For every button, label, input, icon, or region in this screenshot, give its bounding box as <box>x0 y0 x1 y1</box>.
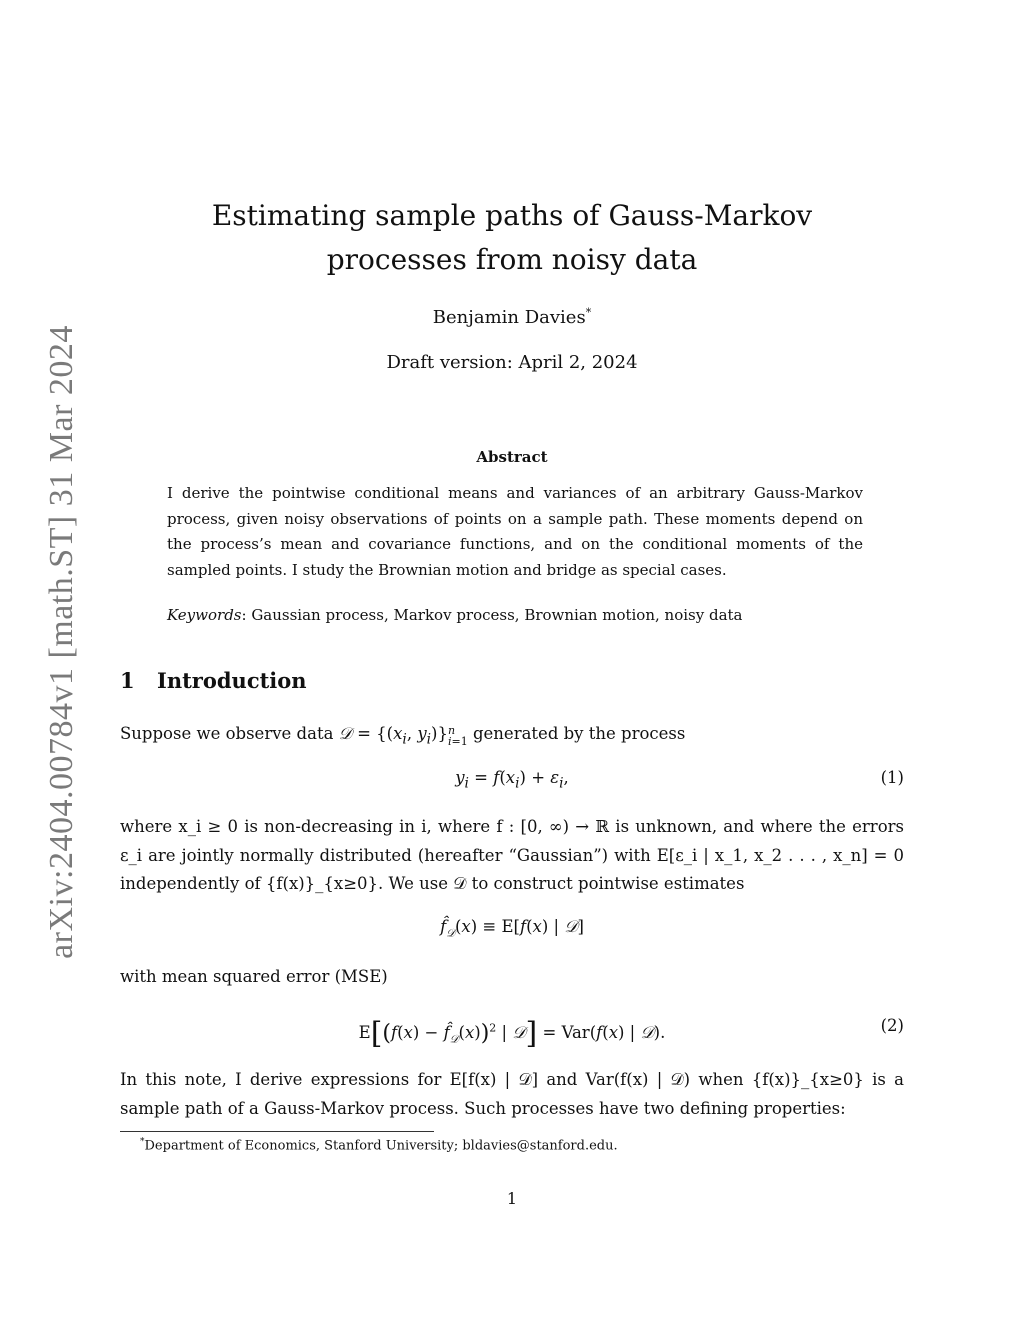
author-footnote-mark: * <box>585 306 592 319</box>
author-name: Benjamin Davies <box>432 307 586 328</box>
footnote <box>140 1137 618 1153</box>
equation-2-body: $E[(f(x) - f̂_𝒟(x))^2$ | 𝒟] = Var(f(x) | 𝒟). <box>358 1016 666 1051</box>
footnote-mark: * <box>140 1137 145 1147</box>
author-line <box>0 306 1024 328</box>
equation-1 <box>120 768 904 791</box>
equation-2 <box>120 1016 904 1051</box>
paper-title <box>0 194 1024 282</box>
section-number: 1 <box>120 668 135 693</box>
p1-text-after: generated by the process <box>467 724 686 743</box>
paragraph-1 <box>120 720 904 754</box>
abstract-text: I derive the pointwise conditional means and variances of an arbitrary Gauss-Markov process, given noisy observations of points on a sample path. These moments depend on the process’s mean and covariance functions, and on the conditional moments of the sampled points. I study the Brownian motion and bridge as special cases. <box>167 484 863 579</box>
keywords-list: : Gaussian process, Markov process, Brownian motion, noisy data <box>241 606 743 624</box>
arxiv-side-stamp: arXiv:2404.00784v1 [math.ST] 31 Mar 2024 <box>43 325 80 959</box>
keywords-label: Keywords <box>167 606 242 624</box>
data-set-formula: 𝒟 = {($x_i$, $y_i)\}n$ i=1 <box>338 724 468 748</box>
draft-date: Draft version: April 2, 2024 <box>386 352 638 373</box>
title-line-1: Estimating sample paths of Gauss-Markov <box>211 199 813 232</box>
footnote-divider <box>120 1131 434 1132</box>
page-number: 1 <box>506 1189 518 1208</box>
p1-text-before: Suppose we observe data <box>120 724 339 743</box>
equation-1-body: $y_i = f(x_i) + \varepsilon_i$, <box>455 768 569 792</box>
estimator-equation-body: $f̂_𝒟(x) \equiv E[f(x)$ | 𝒟] <box>440 917 584 940</box>
section-title: Introduction <box>157 668 307 693</box>
paragraph-2: where x_i ≥ 0 is non-decreasing in i, where f : [0, ∞) → ℝ is unknown, and where the errors ε_i are jointly normally distributed (hereafter “Gaussian”) with E[ε_i | x_1, x_2 . . . , x_n] = 0 independently of {f(x)}_{x≥0}. We use 𝒟 to construct pointwise estimates <box>120 817 904 893</box>
paragraph-3: with mean squared error (MSE) <box>120 967 388 986</box>
footnote-text: Department of Economics, Stanford University; bldavies@stanford.edu. <box>144 1138 618 1154</box>
abstract-heading: Abstract <box>476 448 548 466</box>
paragraph-4: In this note, I derive expressions for E[f(x) | 𝒟] and Var(f(x) | 𝒟) when {f(x)}_{x≥0} is a sample path of a Gauss-Markov process. Such processes have two defining properties: <box>120 1070 904 1118</box>
equation-1-number: (1) <box>880 768 904 787</box>
equation-2-number: (2) <box>880 1016 904 1035</box>
title-line-2: processes from noisy data <box>326 243 698 276</box>
keywords-line <box>167 606 863 624</box>
section-heading <box>120 668 307 693</box>
estimator-equation <box>120 917 904 940</box>
